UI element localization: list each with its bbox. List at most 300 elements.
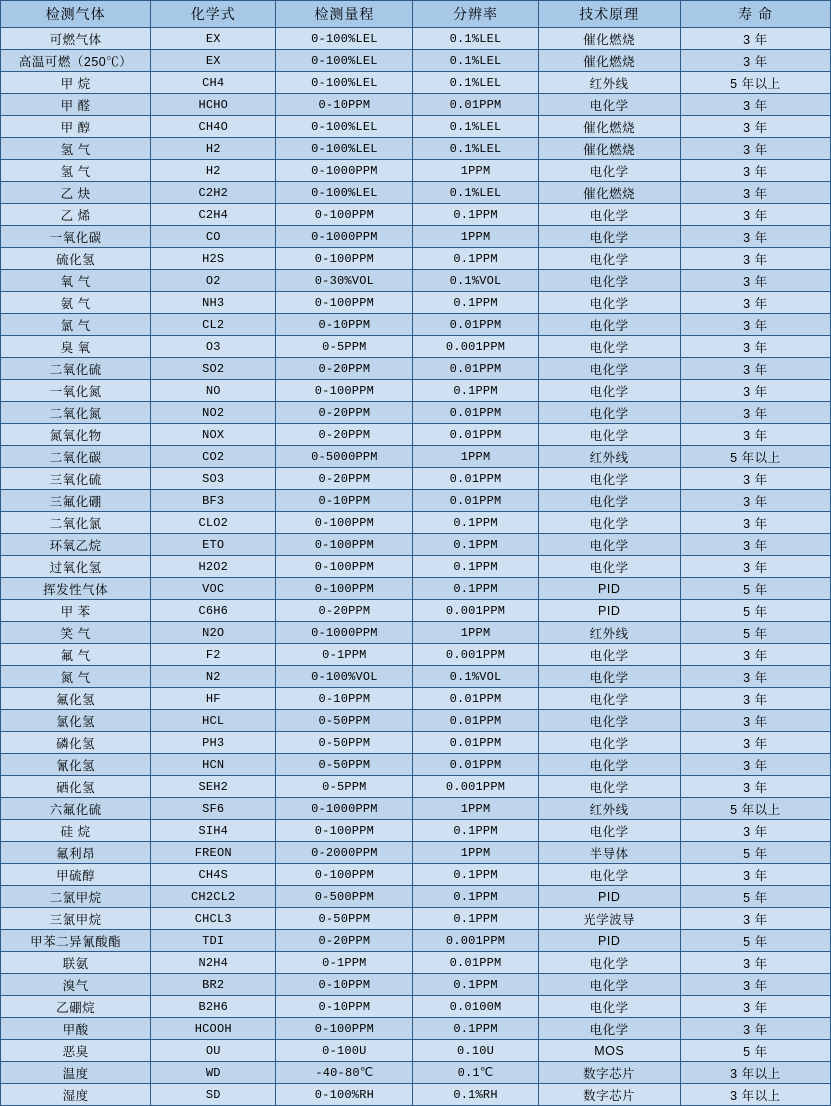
cell-measuring-range: 0-1000PPM xyxy=(276,160,413,182)
cell-lifespan: 3 年 xyxy=(680,666,830,688)
cell-chemical-formula: ETO xyxy=(151,534,276,556)
cell-lifespan: 3 年以上 xyxy=(680,1084,830,1106)
column-header-measuring-range: 检测量程 xyxy=(276,1,413,28)
cell-technical-principle: 电化学 xyxy=(538,776,680,798)
cell-gas-name: 氨 气 xyxy=(1,292,151,314)
cell-resolution: 1PPM xyxy=(413,160,538,182)
table-row xyxy=(1,490,831,512)
cell-lifespan: 5 年以上 xyxy=(680,798,830,820)
cell-chemical-formula: PH3 xyxy=(151,732,276,754)
cell-technical-principle: 电化学 xyxy=(538,358,680,380)
cell-technical-principle: 电化学 xyxy=(538,644,680,666)
cell-lifespan: 5 年 xyxy=(680,930,830,952)
cell-technical-principle: 电化学 xyxy=(538,732,680,754)
cell-lifespan: 5 年 xyxy=(680,1040,830,1062)
cell-resolution: 0.01PPM xyxy=(413,468,538,490)
cell-resolution: 0.001PPM xyxy=(413,600,538,622)
cell-resolution: 0.1PPM xyxy=(413,1018,538,1040)
cell-resolution: 0.01PPM xyxy=(413,754,538,776)
cell-technical-principle: 电化学 xyxy=(538,94,680,116)
cell-technical-principle: 半导体 xyxy=(538,842,680,864)
cell-resolution: 0.1%VOL xyxy=(413,270,538,292)
cell-chemical-formula: C2H2 xyxy=(151,182,276,204)
cell-gas-name: 甲 烷 xyxy=(1,72,151,94)
cell-resolution: 0.01PPM xyxy=(413,710,538,732)
cell-resolution: 0.01PPM xyxy=(413,688,538,710)
cell-technical-principle: 电化学 xyxy=(538,666,680,688)
cell-lifespan: 5 年 xyxy=(680,842,830,864)
cell-resolution: 0.01PPM xyxy=(413,732,538,754)
cell-chemical-formula: CH2CL2 xyxy=(151,886,276,908)
cell-lifespan: 5 年 xyxy=(680,600,830,622)
cell-measuring-range: 0-100PPM xyxy=(276,292,413,314)
cell-measuring-range: 0-100PPM xyxy=(276,556,413,578)
cell-measuring-range: 0-500PPM xyxy=(276,886,413,908)
cell-resolution: 0.01PPM xyxy=(413,424,538,446)
cell-resolution: 0.001PPM xyxy=(413,644,538,666)
cell-chemical-formula: CHCL3 xyxy=(151,908,276,930)
cell-measuring-range: 0-5000PPM xyxy=(276,446,413,468)
cell-technical-principle: 电化学 xyxy=(538,512,680,534)
cell-resolution: 0.1PPM xyxy=(413,380,538,402)
table-row xyxy=(1,512,831,534)
cell-measuring-range: 0-1000PPM xyxy=(276,798,413,820)
cell-gas-name: 笑 气 xyxy=(1,622,151,644)
cell-resolution: 0.1PPM xyxy=(413,534,538,556)
cell-gas-name: 甲硫醇 xyxy=(1,864,151,886)
cell-measuring-range: 0-20PPM xyxy=(276,424,413,446)
cell-lifespan: 3 年 xyxy=(680,710,830,732)
cell-lifespan: 3 年 xyxy=(680,688,830,710)
cell-gas-name: 硅 烷 xyxy=(1,820,151,842)
cell-gas-name: 氟 气 xyxy=(1,644,151,666)
cell-measuring-range: 0-1PPM xyxy=(276,952,413,974)
cell-technical-principle: PID xyxy=(538,930,680,952)
table-row xyxy=(1,776,831,798)
table-row xyxy=(1,666,831,688)
cell-chemical-formula: H2 xyxy=(151,138,276,160)
cell-measuring-range: 0-30%VOL xyxy=(276,270,413,292)
cell-chemical-formula: NOX xyxy=(151,424,276,446)
cell-lifespan: 3 年 xyxy=(680,776,830,798)
cell-measuring-range: 0-100PPM xyxy=(276,578,413,600)
cell-chemical-formula: O3 xyxy=(151,336,276,358)
cell-resolution: 0.1PPM xyxy=(413,864,538,886)
cell-gas-name: 一氧化氮 xyxy=(1,380,151,402)
cell-technical-principle: 红外线 xyxy=(538,798,680,820)
cell-measuring-range: 0-100%LEL xyxy=(276,72,413,94)
cell-measuring-range: 0-100PPM xyxy=(276,820,413,842)
cell-resolution: 0.001PPM xyxy=(413,776,538,798)
cell-gas-name: 乙 炔 xyxy=(1,182,151,204)
cell-technical-principle: 催化燃烧 xyxy=(538,28,680,50)
cell-chemical-formula: HCOOH xyxy=(151,1018,276,1040)
cell-measuring-range: 0-20PPM xyxy=(276,358,413,380)
table-row xyxy=(1,864,831,886)
cell-measuring-range: 0-100PPM xyxy=(276,248,413,270)
cell-measuring-range: 0-100PPM xyxy=(276,204,413,226)
cell-technical-principle: 电化学 xyxy=(538,270,680,292)
cell-gas-name: 臭 氧 xyxy=(1,336,151,358)
cell-technical-principle: 电化学 xyxy=(538,556,680,578)
cell-resolution: 0.1PPM xyxy=(413,974,538,996)
cell-measuring-range: 0-100%LEL xyxy=(276,138,413,160)
cell-lifespan: 5 年 xyxy=(680,886,830,908)
table-row xyxy=(1,446,831,468)
cell-lifespan: 3 年 xyxy=(680,116,830,138)
cell-chemical-formula: F2 xyxy=(151,644,276,666)
cell-resolution: 0.01PPM xyxy=(413,94,538,116)
cell-gas-name: 甲 苯 xyxy=(1,600,151,622)
table-row xyxy=(1,710,831,732)
cell-chemical-formula: TDI xyxy=(151,930,276,952)
table-row xyxy=(1,732,831,754)
cell-chemical-formula: HCL xyxy=(151,710,276,732)
table-row xyxy=(1,534,831,556)
column-header-chemical-formula: 化学式 xyxy=(151,1,276,28)
cell-technical-principle: 电化学 xyxy=(538,754,680,776)
cell-technical-principle: 电化学 xyxy=(538,226,680,248)
cell-gas-name: 氮 气 xyxy=(1,666,151,688)
table-row xyxy=(1,952,831,974)
cell-technical-principle: 电化学 xyxy=(538,402,680,424)
cell-measuring-range: 0-1PPM xyxy=(276,644,413,666)
cell-lifespan: 5 年以上 xyxy=(680,446,830,468)
cell-measuring-range: 0-100%RH xyxy=(276,1084,413,1106)
cell-resolution: 0.001PPM xyxy=(413,336,538,358)
cell-gas-name: 氢 气 xyxy=(1,160,151,182)
table-row xyxy=(1,28,831,50)
cell-measuring-range: 0-100PPM xyxy=(276,1018,413,1040)
table-row xyxy=(1,754,831,776)
cell-gas-name: 三氧化硫 xyxy=(1,468,151,490)
cell-chemical-formula: CH4 xyxy=(151,72,276,94)
cell-gas-name: 恶臭 xyxy=(1,1040,151,1062)
table-row xyxy=(1,1040,831,1062)
cell-lifespan: 3 年 xyxy=(680,160,830,182)
cell-resolution: 1PPM xyxy=(413,798,538,820)
cell-gas-name: 硒化氢 xyxy=(1,776,151,798)
cell-gas-name: 三氯甲烷 xyxy=(1,908,151,930)
cell-technical-principle: 电化学 xyxy=(538,864,680,886)
cell-technical-principle: PID xyxy=(538,600,680,622)
cell-measuring-range: 0-50PPM xyxy=(276,908,413,930)
cell-measuring-range: 0-20PPM xyxy=(276,468,413,490)
cell-resolution: 0.1PPM xyxy=(413,886,538,908)
cell-measuring-range: 0-100U xyxy=(276,1040,413,1062)
cell-lifespan: 3 年 xyxy=(680,754,830,776)
table-row xyxy=(1,402,831,424)
cell-measuring-range: 0-10PPM xyxy=(276,974,413,996)
cell-resolution: 0.01PPM xyxy=(413,358,538,380)
cell-measuring-range: 0-10PPM xyxy=(276,490,413,512)
column-header-technical-principle: 技术原理 xyxy=(538,1,680,28)
cell-chemical-formula: SIH4 xyxy=(151,820,276,842)
cell-technical-principle: 电化学 xyxy=(538,996,680,1018)
cell-resolution: 0.0100M xyxy=(413,996,538,1018)
cell-measuring-range: 0-5PPM xyxy=(276,336,413,358)
table-row xyxy=(1,270,831,292)
cell-measuring-range: 0-100%LEL xyxy=(276,28,413,50)
cell-chemical-formula: SO3 xyxy=(151,468,276,490)
cell-chemical-formula: SD xyxy=(151,1084,276,1106)
cell-technical-principle: 红外线 xyxy=(538,446,680,468)
cell-chemical-formula: VOC xyxy=(151,578,276,600)
cell-chemical-formula: O2 xyxy=(151,270,276,292)
cell-resolution: 0.1PPM xyxy=(413,292,538,314)
cell-resolution: 0.1%LEL xyxy=(413,182,538,204)
cell-technical-principle: 电化学 xyxy=(538,336,680,358)
cell-lifespan: 3 年 xyxy=(680,424,830,446)
table-row xyxy=(1,842,831,864)
cell-technical-principle: 催化燃烧 xyxy=(538,182,680,204)
cell-gas-name: 环氧乙烷 xyxy=(1,534,151,556)
cell-resolution: 0.1%VOL xyxy=(413,666,538,688)
cell-lifespan: 3 年 xyxy=(680,248,830,270)
table-row xyxy=(1,622,831,644)
cell-gas-name: 六氟化硫 xyxy=(1,798,151,820)
table-row xyxy=(1,556,831,578)
cell-resolution: 1PPM xyxy=(413,446,538,468)
cell-technical-principle: 电化学 xyxy=(538,248,680,270)
cell-technical-principle: 催化燃烧 xyxy=(538,50,680,72)
cell-resolution: 0.1%LEL xyxy=(413,28,538,50)
cell-gas-name: 氧 气 xyxy=(1,270,151,292)
cell-chemical-formula: CH4S xyxy=(151,864,276,886)
cell-measuring-range: 0-20PPM xyxy=(276,600,413,622)
table-row xyxy=(1,688,831,710)
cell-chemical-formula: CO2 xyxy=(151,446,276,468)
cell-chemical-formula: SEH2 xyxy=(151,776,276,798)
cell-gas-name: 乙 烯 xyxy=(1,204,151,226)
cell-measuring-range: 0-50PPM xyxy=(276,754,413,776)
cell-lifespan: 3 年 xyxy=(680,402,830,424)
cell-resolution: 0.1℃ xyxy=(413,1062,538,1084)
cell-measuring-range: 0-20PPM xyxy=(276,402,413,424)
cell-technical-principle: 电化学 xyxy=(538,1018,680,1040)
cell-resolution: 0.1PPM xyxy=(413,248,538,270)
cell-measuring-range: 0-2000PPM xyxy=(276,842,413,864)
cell-gas-name: 湿度 xyxy=(1,1084,151,1106)
cell-technical-principle: 红外线 xyxy=(538,622,680,644)
cell-chemical-formula: N2H4 xyxy=(151,952,276,974)
table-row xyxy=(1,380,831,402)
cell-lifespan: 3 年 xyxy=(680,358,830,380)
table-row xyxy=(1,644,831,666)
table-row xyxy=(1,182,831,204)
cell-chemical-formula: OU xyxy=(151,1040,276,1062)
cell-gas-name: 氮氧化物 xyxy=(1,424,151,446)
cell-lifespan: 3 年 xyxy=(680,1018,830,1040)
table-row xyxy=(1,292,831,314)
cell-gas-name: 二氯甲烷 xyxy=(1,886,151,908)
cell-technical-principle: 电化学 xyxy=(538,952,680,974)
table-row xyxy=(1,94,831,116)
cell-measuring-range: 0-20PPM xyxy=(276,930,413,952)
cell-chemical-formula: BR2 xyxy=(151,974,276,996)
cell-resolution: 0.1%RH xyxy=(413,1084,538,1106)
cell-measuring-range: 0-100PPM xyxy=(276,534,413,556)
table-row xyxy=(1,336,831,358)
cell-chemical-formula: CL2 xyxy=(151,314,276,336)
table-row xyxy=(1,160,831,182)
cell-lifespan: 3 年以上 xyxy=(680,1062,830,1084)
cell-lifespan: 3 年 xyxy=(680,50,830,72)
cell-gas-name: 二氧化氯 xyxy=(1,512,151,534)
table-row xyxy=(1,996,831,1018)
table-row xyxy=(1,314,831,336)
cell-measuring-range: 0-5PPM xyxy=(276,776,413,798)
cell-technical-principle: 数字芯片 xyxy=(538,1084,680,1106)
cell-gas-name: 甲苯二异氰酸酯 xyxy=(1,930,151,952)
cell-technical-principle: PID xyxy=(538,578,680,600)
cell-chemical-formula: WD xyxy=(151,1062,276,1084)
cell-gas-name: 甲 醛 xyxy=(1,94,151,116)
cell-gas-name: 温度 xyxy=(1,1062,151,1084)
cell-chemical-formula: H2 xyxy=(151,160,276,182)
table-row xyxy=(1,138,831,160)
cell-gas-name: 甲 醇 xyxy=(1,116,151,138)
cell-technical-principle: 电化学 xyxy=(538,534,680,556)
table-row xyxy=(1,204,831,226)
cell-chemical-formula: NO xyxy=(151,380,276,402)
cell-measuring-range: 0-100%LEL xyxy=(276,116,413,138)
cell-chemical-formula: NH3 xyxy=(151,292,276,314)
cell-gas-name: 高温可燃（250℃） xyxy=(1,50,151,72)
cell-resolution: 0.1%LEL xyxy=(413,138,538,160)
cell-measuring-range: 0-1000PPM xyxy=(276,226,413,248)
table-row xyxy=(1,600,831,622)
cell-technical-principle: 电化学 xyxy=(538,490,680,512)
table-body xyxy=(1,28,831,1106)
cell-chemical-formula: CLO2 xyxy=(151,512,276,534)
cell-chemical-formula: CO xyxy=(151,226,276,248)
cell-lifespan: 3 年 xyxy=(680,644,830,666)
table-header-row xyxy=(1,1,831,28)
cell-lifespan: 3 年 xyxy=(680,556,830,578)
cell-lifespan: 3 年 xyxy=(680,820,830,842)
cell-resolution: 1PPM xyxy=(413,622,538,644)
cell-technical-principle: 电化学 xyxy=(538,204,680,226)
cell-gas-name: 二氧化氮 xyxy=(1,402,151,424)
column-header-resolution: 分辨率 xyxy=(413,1,538,28)
cell-lifespan: 3 年 xyxy=(680,996,830,1018)
table-row xyxy=(1,798,831,820)
cell-chemical-formula: B2H6 xyxy=(151,996,276,1018)
cell-technical-principle: 光学波导 xyxy=(538,908,680,930)
cell-lifespan: 3 年 xyxy=(680,952,830,974)
cell-gas-name: 氯 气 xyxy=(1,314,151,336)
cell-measuring-range: 0-10PPM xyxy=(276,996,413,1018)
cell-technical-principle: 数字芯片 xyxy=(538,1062,680,1084)
cell-gas-name: 氟化氢 xyxy=(1,688,151,710)
table-row xyxy=(1,358,831,380)
cell-resolution: 0.1PPM xyxy=(413,578,538,600)
cell-measuring-range: 0-100%LEL xyxy=(276,182,413,204)
cell-chemical-formula: EX xyxy=(151,50,276,72)
cell-lifespan: 3 年 xyxy=(680,226,830,248)
table-row xyxy=(1,116,831,138)
cell-technical-principle: 电化学 xyxy=(538,314,680,336)
cell-lifespan: 3 年 xyxy=(680,336,830,358)
cell-lifespan: 3 年 xyxy=(680,292,830,314)
cell-technical-principle: 电化学 xyxy=(538,424,680,446)
table-row xyxy=(1,1062,831,1084)
cell-resolution: 0.1PPM xyxy=(413,512,538,534)
cell-technical-principle: 电化学 xyxy=(538,820,680,842)
cell-resolution: 1PPM xyxy=(413,226,538,248)
cell-technical-principle: 红外线 xyxy=(538,72,680,94)
cell-lifespan: 3 年 xyxy=(680,468,830,490)
cell-lifespan: 5 年 xyxy=(680,622,830,644)
table-row xyxy=(1,908,831,930)
cell-technical-principle: 电化学 xyxy=(538,468,680,490)
cell-technical-principle: 电化学 xyxy=(538,292,680,314)
cell-gas-name: 联氨 xyxy=(1,952,151,974)
cell-chemical-formula: HCN xyxy=(151,754,276,776)
cell-lifespan: 3 年 xyxy=(680,182,830,204)
table-row xyxy=(1,886,831,908)
column-header-lifespan: 寿 命 xyxy=(680,1,830,28)
cell-resolution: 0.01PPM xyxy=(413,952,538,974)
cell-technical-principle: 电化学 xyxy=(538,380,680,402)
table-row xyxy=(1,468,831,490)
cell-measuring-range: 0-10PPM xyxy=(276,688,413,710)
table-row xyxy=(1,578,831,600)
table-row xyxy=(1,72,831,94)
cell-chemical-formula: CH4O xyxy=(151,116,276,138)
cell-resolution: 0.1PPM xyxy=(413,556,538,578)
cell-technical-principle: 催化燃烧 xyxy=(538,116,680,138)
cell-chemical-formula: NO2 xyxy=(151,402,276,424)
cell-gas-name: 氢 气 xyxy=(1,138,151,160)
cell-technical-principle: MOS xyxy=(538,1040,680,1062)
cell-resolution: 0.1%LEL xyxy=(413,50,538,72)
cell-chemical-formula: SF6 xyxy=(151,798,276,820)
cell-measuring-range: 0-100PPM xyxy=(276,864,413,886)
cell-lifespan: 3 年 xyxy=(680,314,830,336)
cell-lifespan: 3 年 xyxy=(680,138,830,160)
cell-technical-principle: 催化燃烧 xyxy=(538,138,680,160)
cell-gas-name: 硫化氢 xyxy=(1,248,151,270)
table-row xyxy=(1,248,831,270)
cell-chemical-formula: H2S xyxy=(151,248,276,270)
column-header-gas-name: 检测气体 xyxy=(1,1,151,28)
cell-chemical-formula: EX xyxy=(151,28,276,50)
cell-chemical-formula: N2 xyxy=(151,666,276,688)
cell-lifespan: 3 年 xyxy=(680,512,830,534)
cell-lifespan: 3 年 xyxy=(680,908,830,930)
cell-technical-principle: 电化学 xyxy=(538,974,680,996)
cell-measuring-range: 0-1000PPM xyxy=(276,622,413,644)
cell-measuring-range: 0-100PPM xyxy=(276,380,413,402)
cell-gas-name: 二氧化硫 xyxy=(1,358,151,380)
cell-lifespan: 3 年 xyxy=(680,380,830,402)
cell-resolution: 0.10U xyxy=(413,1040,538,1062)
cell-gas-name: 一氧化碳 xyxy=(1,226,151,248)
cell-measuring-range: 0-100%LEL xyxy=(276,50,413,72)
table-row xyxy=(1,1018,831,1040)
cell-chemical-formula: HCHO xyxy=(151,94,276,116)
table-row xyxy=(1,820,831,842)
cell-resolution: 0.01PPM xyxy=(413,314,538,336)
cell-lifespan: 5 年 xyxy=(680,578,830,600)
cell-resolution: 0.1%LEL xyxy=(413,72,538,94)
cell-gas-name: 溴气 xyxy=(1,974,151,996)
table-row xyxy=(1,50,831,72)
table-row xyxy=(1,1084,831,1106)
cell-resolution: 0.01PPM xyxy=(413,402,538,424)
